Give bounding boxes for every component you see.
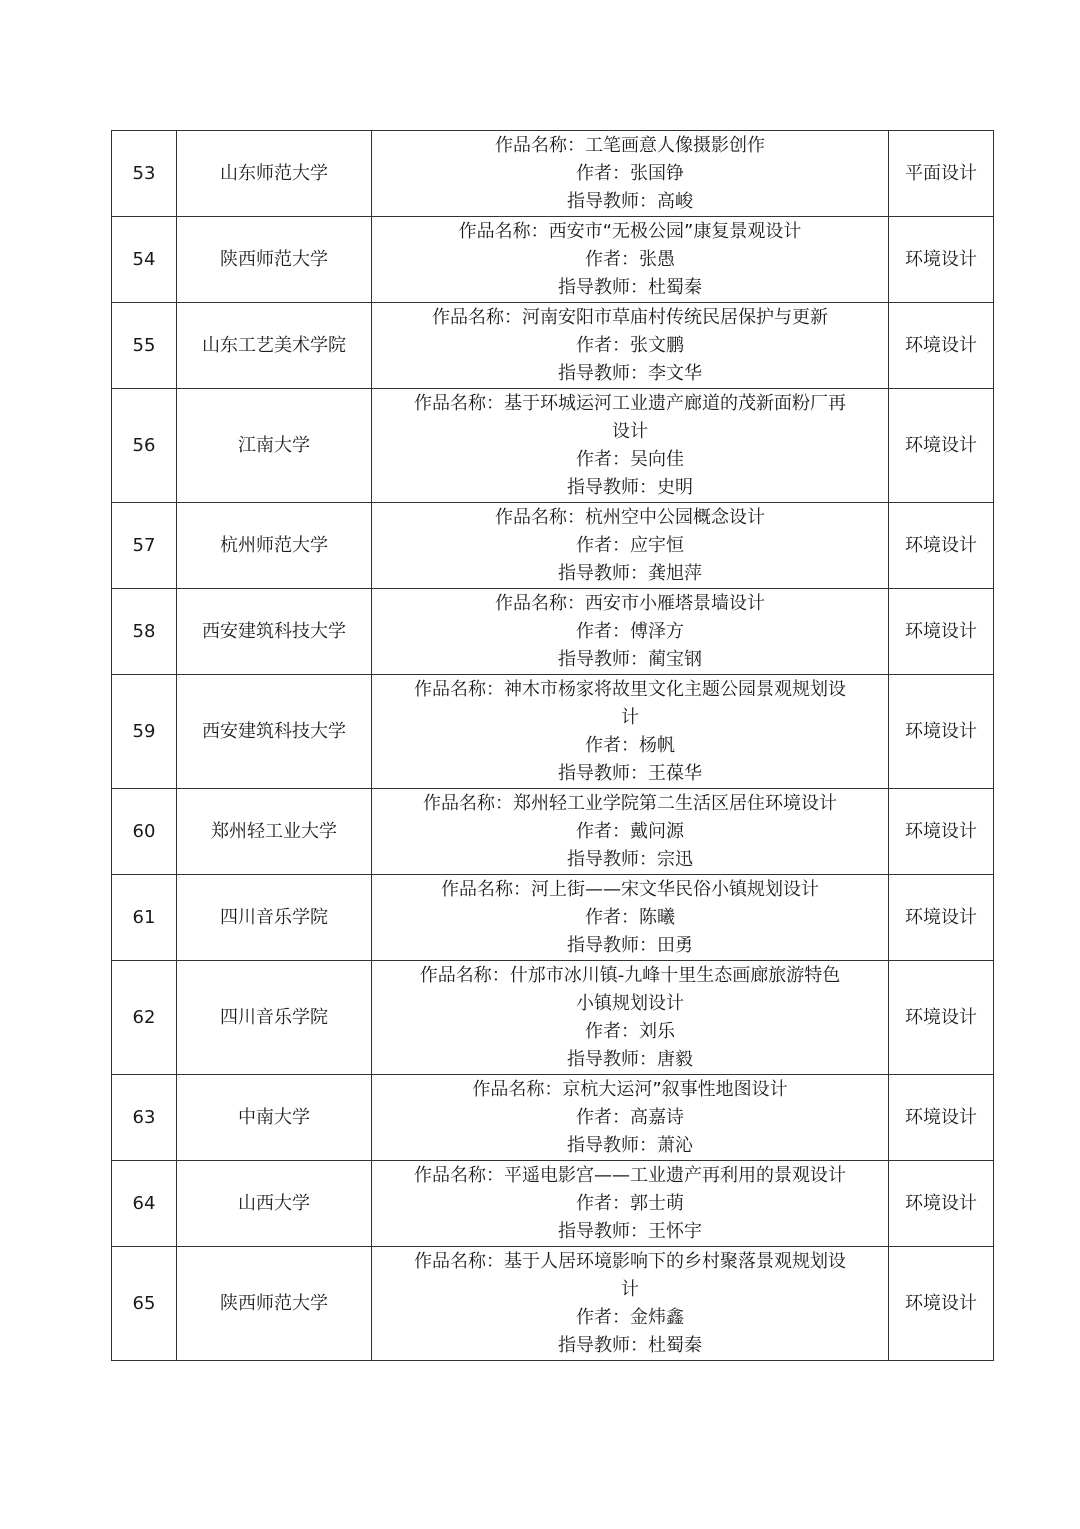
work-title-label: 作品名称： xyxy=(414,1164,504,1186)
school-name: 山东工艺美术学院 xyxy=(177,303,372,389)
table-row xyxy=(112,1161,994,1247)
category: 环境设计 xyxy=(889,789,994,875)
work-info xyxy=(372,303,889,389)
work-title: 计 xyxy=(621,1278,639,1300)
row-number: 56 xyxy=(112,389,177,503)
advisor-line xyxy=(380,188,880,216)
work-title: 西安市小雁塔景墙设计 xyxy=(585,592,765,614)
work-title-label: 作品名称： xyxy=(432,306,522,328)
row-number: 61 xyxy=(112,875,177,961)
work-title-line xyxy=(380,304,880,332)
work-title-line xyxy=(380,962,880,990)
school-name: 西安建筑科技大学 xyxy=(177,675,372,789)
author-label: 作者： xyxy=(585,906,639,928)
work-info xyxy=(372,589,889,675)
table-row xyxy=(112,503,994,589)
advisor-name: 田勇 xyxy=(657,934,693,956)
author-line xyxy=(380,246,880,274)
work-title: 河上街——宋文华民俗小镇规划设计 xyxy=(531,878,819,900)
advisor-name: 杜蜀秦 xyxy=(648,1334,702,1356)
table-row xyxy=(112,589,994,675)
advisor-name: 宗迅 xyxy=(657,848,693,870)
row-number: 65 xyxy=(112,1247,177,1361)
work-title-line xyxy=(380,1276,880,1304)
category: 环境设计 xyxy=(889,1247,994,1361)
award-list-body xyxy=(112,131,994,1361)
work-title-label: 作品名称： xyxy=(495,134,585,156)
work-info xyxy=(372,503,889,589)
advisor-name: 史明 xyxy=(657,476,693,498)
work-title-label: 作品名称： xyxy=(495,506,585,528)
work-info xyxy=(372,389,889,503)
advisor-label: 指导教师： xyxy=(558,562,648,584)
advisor-label: 指导教师： xyxy=(567,190,657,212)
table-row xyxy=(112,217,994,303)
author-name: 高嘉诗 xyxy=(630,1106,684,1128)
category: 环境设计 xyxy=(889,675,994,789)
author-name: 陈曦 xyxy=(639,906,675,928)
row-number: 62 xyxy=(112,961,177,1075)
advisor-label: 指导教师： xyxy=(567,476,657,498)
author-label: 作者： xyxy=(576,334,630,356)
work-title-label: 作品名称： xyxy=(419,964,510,986)
school-name: 四川音乐学院 xyxy=(177,961,372,1075)
author-name: 郭士萌 xyxy=(630,1192,684,1214)
advisor-label: 指导教师： xyxy=(567,934,657,956)
table-row xyxy=(112,961,994,1075)
advisor-name: 萧沁 xyxy=(657,1134,693,1156)
table-row xyxy=(112,303,994,389)
school-name: 山西大学 xyxy=(177,1161,372,1247)
row-number: 53 xyxy=(112,131,177,217)
row-number: 59 xyxy=(112,675,177,789)
table-row xyxy=(112,1075,994,1161)
author-name: 张愚 xyxy=(639,248,675,270)
school-name: 江南大学 xyxy=(177,389,372,503)
work-info xyxy=(372,1247,889,1361)
category: 环境设计 xyxy=(889,589,994,675)
work-title-label: 作品名称： xyxy=(423,792,513,814)
work-title: 设计 xyxy=(612,420,648,442)
row-number: 55 xyxy=(112,303,177,389)
advisor-name: 龚旭萍 xyxy=(648,562,702,584)
work-title: 计 xyxy=(621,706,639,728)
table-row xyxy=(112,875,994,961)
work-info xyxy=(372,131,889,217)
work-title: 工笔画意人像摄影创作 xyxy=(585,134,765,156)
author-name: 刘乐 xyxy=(639,1020,675,1042)
work-title: 西安市“无极公园”康复景观设计 xyxy=(548,220,802,242)
advisor-name: 王葆华 xyxy=(648,762,702,784)
author-name: 吴向佳 xyxy=(630,448,684,470)
table-row xyxy=(112,389,994,503)
advisor-label: 指导教师： xyxy=(558,762,648,784)
work-title-line xyxy=(380,504,880,532)
advisor-label: 指导教师： xyxy=(558,276,648,298)
work-title-line xyxy=(380,704,880,732)
advisor-line xyxy=(380,932,880,960)
work-title-line xyxy=(380,1248,880,1276)
row-number: 54 xyxy=(112,217,177,303)
row-number: 64 xyxy=(112,1161,177,1247)
advisor-label: 指导教师： xyxy=(558,1334,648,1356)
work-title-line xyxy=(380,418,880,446)
advisor-line xyxy=(380,274,880,302)
author-label: 作者： xyxy=(585,248,639,270)
author-line xyxy=(380,446,880,474)
advisor-line xyxy=(380,474,880,502)
work-title-line xyxy=(380,390,880,418)
advisor-label: 指导教师： xyxy=(558,362,648,384)
school-name: 郑州轻工业大学 xyxy=(177,789,372,875)
advisor-line xyxy=(380,1332,880,1360)
author-label: 作者： xyxy=(576,620,630,642)
author-line xyxy=(380,160,880,188)
author-line xyxy=(380,1190,880,1218)
advisor-name: 蔺宝钢 xyxy=(648,648,702,670)
category: 平面设计 xyxy=(889,131,994,217)
work-title: 杭州空中公园概念设计 xyxy=(585,506,765,528)
advisor-line xyxy=(380,560,880,588)
author-label: 作者： xyxy=(576,1306,630,1328)
advisor-name: 高峻 xyxy=(657,190,693,212)
table-row xyxy=(112,1247,994,1361)
author-label: 作者： xyxy=(576,1192,630,1214)
work-title-label: 作品名称： xyxy=(414,678,504,700)
work-info xyxy=(372,1075,889,1161)
author-name: 张文鹏 xyxy=(630,334,684,356)
category: 环境设计 xyxy=(889,503,994,589)
school-name: 四川音乐学院 xyxy=(177,875,372,961)
work-info xyxy=(372,217,889,303)
advisor-line xyxy=(380,1046,880,1074)
author-label: 作者： xyxy=(576,1106,630,1128)
work-title: 平遥电影宫——工业遗产再利用的景观设计 xyxy=(504,1164,846,1186)
author-name: 金炜鑫 xyxy=(630,1306,684,1328)
author-line xyxy=(380,332,880,360)
table-row xyxy=(112,789,994,875)
author-line xyxy=(380,1304,880,1332)
work-title-line xyxy=(380,990,880,1018)
advisor-label: 指导教师： xyxy=(567,1134,657,1156)
advisor-line xyxy=(380,1218,880,1246)
work-title-label: 作品名称： xyxy=(441,878,531,900)
work-title: 小镇规划设计 xyxy=(576,992,684,1014)
table-row xyxy=(112,675,994,789)
advisor-label: 指导教师： xyxy=(567,848,657,870)
work-title-label: 作品名称： xyxy=(458,220,549,242)
work-title-line xyxy=(380,790,880,818)
work-title: 郑州轻工业学院第二生活区居住环境设计 xyxy=(513,792,837,814)
author-label: 作者： xyxy=(576,162,630,184)
advisor-line xyxy=(380,646,880,674)
school-name: 中南大学 xyxy=(177,1075,372,1161)
row-number: 63 xyxy=(112,1075,177,1161)
work-title-line xyxy=(380,132,880,160)
work-title-line xyxy=(380,876,880,904)
work-info xyxy=(372,789,889,875)
work-title: 神木市杨家将故里文化主题公园景观规划设 xyxy=(504,678,846,700)
author-line xyxy=(380,818,880,846)
advisor-name: 杜蜀秦 xyxy=(648,276,702,298)
work-title: 京杭大运河”叙事性地图设计 xyxy=(562,1078,788,1100)
author-line xyxy=(380,1104,880,1132)
advisor-name: 王怀宇 xyxy=(648,1220,702,1242)
work-info xyxy=(372,1161,889,1247)
author-label: 作者： xyxy=(576,534,630,556)
category: 环境设计 xyxy=(889,1075,994,1161)
advisor-label: 指导教师： xyxy=(567,1048,657,1070)
school-name: 西安建筑科技大学 xyxy=(177,589,372,675)
advisor-line xyxy=(380,1132,880,1160)
work-info xyxy=(372,675,889,789)
work-title: 什邡市冰川镇-九峰十里生态画廊旅游特色 xyxy=(509,964,841,986)
award-list-table xyxy=(111,130,994,1361)
author-line xyxy=(380,732,880,760)
school-name: 山东师范大学 xyxy=(177,131,372,217)
author-name: 傅泽方 xyxy=(630,620,684,642)
row-number: 57 xyxy=(112,503,177,589)
work-title-label: 作品名称： xyxy=(495,592,585,614)
category: 环境设计 xyxy=(889,875,994,961)
author-line xyxy=(380,532,880,560)
author-label: 作者： xyxy=(585,1020,639,1042)
work-info xyxy=(372,961,889,1075)
row-number: 60 xyxy=(112,789,177,875)
work-title: 基于人居环境影响下的乡村聚落景观规划设 xyxy=(504,1250,846,1272)
category: 环境设计 xyxy=(889,303,994,389)
advisor-label: 指导教师： xyxy=(558,1220,648,1242)
author-label: 作者： xyxy=(576,820,630,842)
author-name: 张国铮 xyxy=(630,162,684,184)
work-title-line xyxy=(380,1162,880,1190)
author-name: 应宇恒 xyxy=(630,534,684,556)
author-line xyxy=(380,904,880,932)
work-info xyxy=(372,875,889,961)
work-title-label: 作品名称： xyxy=(414,1250,504,1272)
work-title-line xyxy=(380,218,880,246)
advisor-line xyxy=(380,846,880,874)
table-row xyxy=(112,131,994,217)
author-name: 杨帆 xyxy=(639,734,675,756)
advisor-line xyxy=(380,760,880,788)
work-title: 基于环城运河工业遗产廊道的茂新面粉厂再 xyxy=(504,392,846,414)
work-title-line xyxy=(380,1076,880,1104)
advisor-name: 李文华 xyxy=(648,362,702,384)
work-title-line xyxy=(380,590,880,618)
category: 环境设计 xyxy=(889,1161,994,1247)
work-title: 河南安阳市草庙村传统民居保护与更新 xyxy=(522,306,828,328)
school-name: 陕西师范大学 xyxy=(177,217,372,303)
category: 环境设计 xyxy=(889,217,994,303)
advisor-name: 唐毅 xyxy=(657,1048,693,1070)
school-name: 陕西师范大学 xyxy=(177,1247,372,1361)
school-name: 杭州师范大学 xyxy=(177,503,372,589)
author-label: 作者： xyxy=(576,448,630,470)
advisor-line xyxy=(380,360,880,388)
work-title-label: 作品名称： xyxy=(472,1078,563,1100)
author-line xyxy=(380,1018,880,1046)
author-label: 作者： xyxy=(585,734,639,756)
work-title-label: 作品名称： xyxy=(414,392,504,414)
author-line xyxy=(380,618,880,646)
work-title-line xyxy=(380,676,880,704)
category: 环境设计 xyxy=(889,961,994,1075)
advisor-label: 指导教师： xyxy=(558,648,648,670)
row-number: 58 xyxy=(112,589,177,675)
author-name: 戴问源 xyxy=(630,820,684,842)
category: 环境设计 xyxy=(889,389,994,503)
